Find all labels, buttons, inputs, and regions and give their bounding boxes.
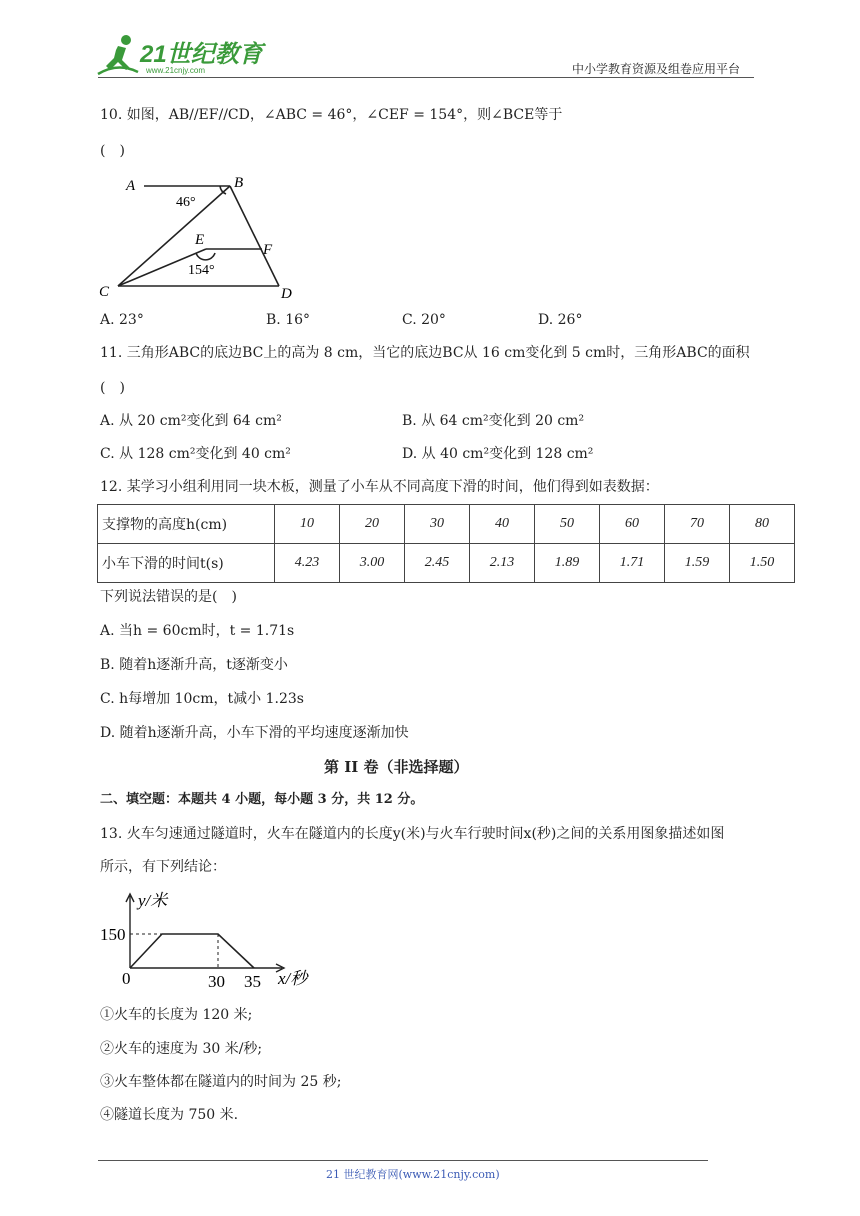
table-cell: 3.00 xyxy=(340,544,405,583)
q12-question: 下列说法错误的是( ) xyxy=(100,589,237,605)
footer-rule xyxy=(98,1160,708,1161)
table-cell: 50 xyxy=(535,505,600,544)
graph-tick-35: 35 xyxy=(244,972,261,991)
table-cell: 1.50 xyxy=(730,544,795,583)
table-header-time: 小车下滑的时间t(s) xyxy=(98,544,275,583)
q10-option-a: A. 23° xyxy=(100,312,144,328)
q13-line1: 13. 火车匀速通过隧道时，火车在隧道内的长度y(米)与火车行驶时间x(秒)之间的关系用图象描述如图 xyxy=(100,826,725,842)
section-subtitle: 二、填空题：本题共 4 小题，每小题 3 分，共 12 分。 xyxy=(100,792,424,807)
q10-option-c: C. 20° xyxy=(402,312,446,328)
fig-label-d: D xyxy=(281,286,292,302)
runner-logo-icon xyxy=(96,34,140,76)
table-cell: 2.13 xyxy=(470,544,535,583)
platform-name: 中小学教育资源及组卷应用平台 xyxy=(572,62,741,76)
q13-graph xyxy=(96,886,326,996)
q11-option-b: B. 从 64 cm²变化到 20 cm² xyxy=(402,413,585,429)
table-cell: 80 xyxy=(730,505,795,544)
section-title: 第 II 卷（非选择题） xyxy=(324,758,469,776)
fig-label-a: A xyxy=(126,178,136,194)
table-cell: 10 xyxy=(275,505,340,544)
footer-text[interactable]: 21 世纪教育网(www.21cnjy.com) xyxy=(326,1168,500,1181)
fig-angle-154: 154° xyxy=(188,263,215,278)
table-cell: 20 xyxy=(340,505,405,544)
q10-option-b: B. 16° xyxy=(266,312,311,328)
q13-conclusion-4: ④隧道长度为 750 米. xyxy=(100,1107,239,1123)
table-cell: 70 xyxy=(665,505,730,544)
q10-paren: ( ) xyxy=(100,143,125,159)
table-cell: 1.71 xyxy=(600,544,665,583)
table-row xyxy=(98,505,795,544)
table-cell: 40 xyxy=(470,505,535,544)
q12-option-b: B. 随着h逐渐升高，t逐渐变小 xyxy=(100,657,288,673)
q12-stem: 12. 某学习小组利用同一块木板，测量了小车从不同高度下滑的时间，他们得到如表数据： xyxy=(100,479,659,495)
q12-option-a: A. 当h = 60cm时，t = 1.71s xyxy=(100,623,295,639)
header xyxy=(0,0,860,80)
q13-conclusion-3: ③火车整体都在隧道内的时间为 25 秒; xyxy=(100,1074,342,1090)
q12-option-d: D. 随着h逐渐升高，小车下滑的平均速度逐渐加快 xyxy=(100,725,409,741)
q10-option-d: D. 26° xyxy=(538,312,583,328)
graph-tick-30: 30 xyxy=(208,972,225,991)
table-header-height: 支撑物的高度h(cm) xyxy=(98,505,275,544)
q11-stem: 11. 三角形ABC的底边BC上的高为 8 cm，当它的底边BC从 16 cm变化到 5 cm时，三角形ABC的面积 xyxy=(100,345,750,361)
q13-line2: 所示，有下列结论： xyxy=(100,859,226,875)
fig-label-f: F xyxy=(263,242,273,258)
q10-figure xyxy=(96,170,306,304)
q11-option-d: D. 从 40 cm²变化到 128 cm² xyxy=(402,446,594,462)
table-cell: 30 xyxy=(405,505,470,544)
q11-option-a: A. 从 20 cm²变化到 64 cm² xyxy=(100,413,282,429)
q11-option-c: C. 从 128 cm²变化到 40 cm² xyxy=(100,446,291,462)
q12-option-c: C. h每增加 10cm，t减小 1.23s xyxy=(100,691,304,707)
graph-tick-150: 150 xyxy=(100,925,126,944)
fig-label-c: C xyxy=(99,284,110,300)
fig-label-b: B xyxy=(234,175,244,191)
q13-conclusion-1: ①火车的长度为 120 米; xyxy=(100,1007,253,1023)
logo-url: www.21cnjy.com xyxy=(146,66,205,75)
fig-label-e: E xyxy=(195,232,205,248)
fig-angle-46: 46° xyxy=(176,195,196,210)
table-cell: 1.59 xyxy=(665,544,730,583)
table-cell: 1.89 xyxy=(535,544,600,583)
table-cell: 60 xyxy=(600,505,665,544)
table-cell: 2.45 xyxy=(405,544,470,583)
q13-conclusion-2: ②火车的速度为 30 米/秒; xyxy=(100,1041,263,1057)
table-cell: 4.23 xyxy=(275,544,340,583)
q11-paren: ( ) xyxy=(100,380,125,396)
logo-text: 21世纪教育 xyxy=(140,41,263,68)
graph-xlabel: x/秒 xyxy=(278,969,308,988)
header-rule xyxy=(98,77,754,78)
graph-origin: 0 xyxy=(122,969,131,988)
q10-stem: 10. 如图，AB//EF//CD，∠ABC = 46°，∠CEF = 154°，则∠BCE等于 xyxy=(100,107,563,123)
table-row xyxy=(98,544,795,583)
graph-ylabel: y/米 xyxy=(138,891,168,910)
q12-data-table xyxy=(97,504,795,583)
